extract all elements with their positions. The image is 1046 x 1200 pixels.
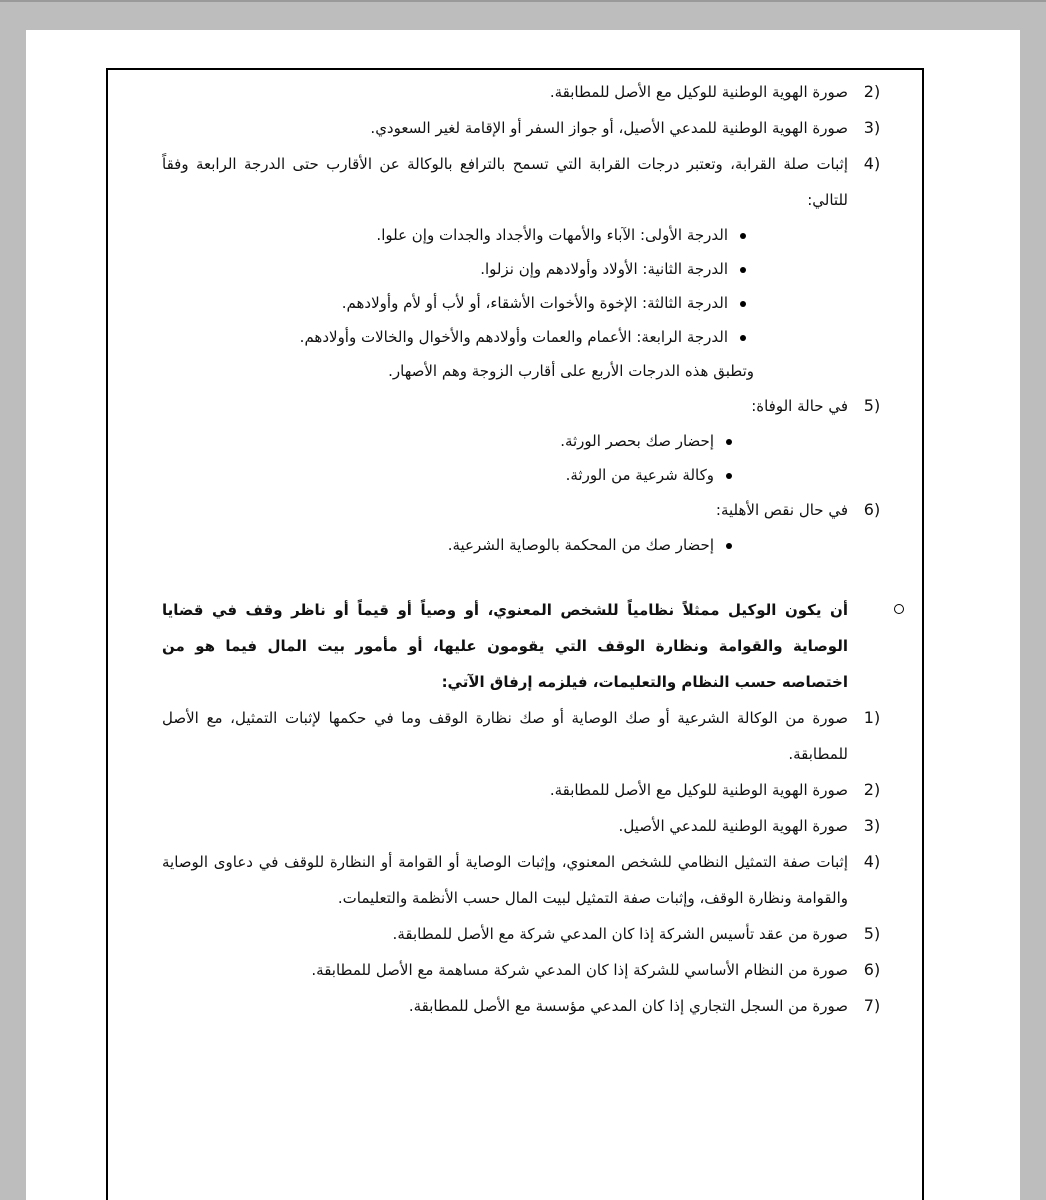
bullet-text: إحضار صك من المحكمة بالوصاية الشرعية. — [447, 536, 714, 554]
list-item — [162, 528, 732, 562]
bullet-icon — [726, 473, 732, 479]
incapacity-case-list — [162, 528, 732, 562]
item-text: إثبات صفة التمثيل النظامي للشخص المعنوي، وإثبات الوصاية أو القوامة أو النظارة للوقف في دعاوى الوصاية والقوامة ونظارة الوقف، وإثبات صفة التمثيل لبيت المال حسب الأنظمة والتعليمات. — [162, 853, 848, 907]
item-number: 3) — [863, 816, 881, 835]
item-text: صورة من النظام الأساسي للشركة إذا كان المدعي شركة مساهمة مع الأصل للمطابقة. — [311, 961, 848, 979]
item-number: 7) — [863, 996, 881, 1015]
list-item — [162, 952, 882, 988]
list-item — [162, 844, 882, 916]
item-number: 2) — [863, 82, 881, 101]
item-number: 2) — [863, 780, 881, 799]
item-text: صورة الهوية الوطنية للوكيل مع الأصل للمطابقة. — [549, 83, 848, 101]
item-text: صورة من السجل التجاري إذا كان المدعي مؤسسة مع الأصل للمطابقة. — [408, 997, 848, 1015]
item-text: صورة الهوية الوطنية للوكيل مع الأصل للمطابقة. — [549, 781, 848, 799]
death-case-list — [162, 424, 732, 492]
item-number: 4) — [863, 852, 881, 871]
list-item — [162, 916, 882, 952]
degree-text: الدرجة الثالثة: الإخوة والأخوات الأشقاء، أو لأب أو لأم وأولادهم. — [341, 294, 728, 312]
list-item — [162, 252, 746, 286]
page-border-frame — [106, 68, 924, 1200]
list-item — [162, 388, 882, 424]
item-number: 6) — [863, 500, 881, 519]
list-item — [162, 492, 882, 528]
bullet-icon — [740, 301, 746, 307]
list-item — [162, 74, 882, 110]
item-text: في حال نقص الأهلية: — [715, 501, 848, 519]
list-item — [162, 988, 882, 1024]
list-item — [162, 458, 732, 492]
bullet-icon — [740, 233, 746, 239]
bullet-icon — [740, 335, 746, 341]
list-item — [162, 424, 732, 458]
circle-bullet-icon — [894, 604, 904, 614]
item-text: صورة الهوية الوطنية للمدعي الأصيل. — [618, 817, 848, 835]
degree-text: الدرجة الرابعة: الأعمام والعمات وأولادهم والأخوال والخالات وأولادهم. — [299, 328, 728, 346]
kinship-degrees-list — [162, 218, 746, 354]
bullet-icon — [726, 543, 732, 549]
section-heading — [162, 592, 882, 700]
item-number: 5) — [863, 396, 881, 415]
window-top-strip — [0, 0, 1046, 2]
section-heading-text: أن يكون الوكيل ممثلاً نظامياً للشخص المعنوي، أو وصياً أو قيماً أو ناظر وقف في قضايا الوصاية والقوامة ونظارة الوقف التي يقومون عليها، أو مأمور بيت المال فيما هو من اختصاصه حسب النظام والتعليمات، فيلزمه إرفاق الآتي: — [162, 601, 848, 691]
bullet-text: وكالة شرعية من الورثة. — [565, 466, 714, 484]
list-item — [162, 286, 746, 320]
item-text: صورة من عقد تأسيس الشركة إذا كان المدعي شركة مع الأصل للمطابقة. — [392, 925, 848, 943]
degrees-note: وتطبق هذه الدرجات الأربع على أقارب الزوجة وهم الأصهار. — [388, 362, 754, 380]
item-number: 4) — [863, 154, 881, 173]
list-item — [162, 218, 746, 252]
degree-text: الدرجة الثانية: الأولاد وأولادهم وإن نزلوا. — [480, 260, 728, 278]
item-number: 1) — [863, 708, 881, 727]
list-item — [162, 700, 882, 772]
degree-text: الدرجة الأولى: الآباء والأمهات والأجداد والجدات وإن علوا. — [376, 226, 728, 244]
item-text: صورة من الوكالة الشرعية أو صك الوصاية أو صك نظارة الوقف وما في حكمها لإثبات التمثيل، مع الأصل للمطابقة. — [162, 709, 848, 763]
item-number: 6) — [863, 960, 881, 979]
bullet-text: إحضار صك بحصر الورثة. — [560, 432, 714, 450]
list-item — [162, 110, 882, 146]
item-text: صورة الهوية الوطنية للمدعي الأصيل، أو جواز السفر أو الإقامة لغير السعودي. — [370, 119, 848, 137]
list-item — [162, 808, 882, 844]
bullet-icon — [726, 439, 732, 445]
item-text: في حالة الوفاة: — [751, 397, 848, 415]
document-content — [162, 74, 882, 1024]
list-item — [162, 320, 746, 354]
bullet-icon — [740, 267, 746, 273]
document-page — [26, 30, 1020, 1200]
item-number: 5) — [863, 924, 881, 943]
list-item — [162, 772, 882, 808]
item-text: إثبات صلة القرابة، وتعتبر درجات القرابة التي تسمح بالترافع بالوكالة عن الأقارب حتى الدرجة الرابعة وفقاً للتالي: — [162, 155, 848, 209]
item-number: 3) — [863, 118, 881, 137]
list-item — [162, 146, 882, 218]
